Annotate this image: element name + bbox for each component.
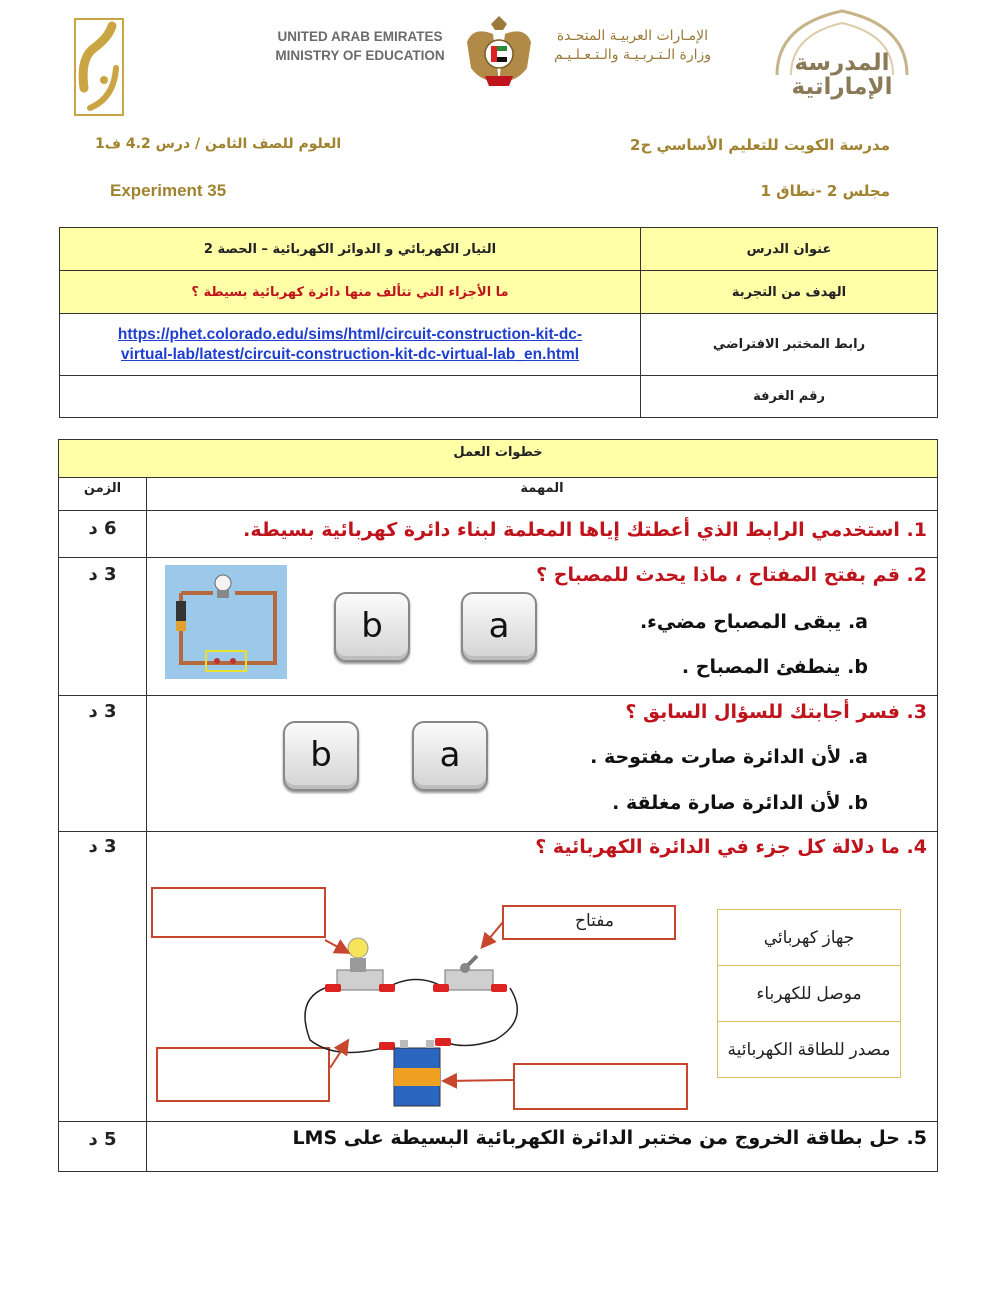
step-4 [535,836,927,858]
virtual-lab-label: رابط المختبر الافتراضي [641,314,938,376]
step-3-option-a-text: لأن الدائرة صارت مفتوحة . [590,746,842,768]
step-2-text: قم بفتح المفتاح ، ماذا يحدث للمصباح ؟ [536,564,900,586]
subject-label: العلوم للصف الثامن / درس 4.2 ف1 [95,136,342,152]
step-3-time: 3 د [88,701,117,722]
step-2-key-b[interactable]: b [334,592,410,662]
choice-energy-source[interactable]: مصدر للطاقة الكهربائية [718,1022,901,1078]
choice-electrical-device[interactable]: جهاز كهربائي [718,910,901,966]
council-label: مجلس 2 -نطاق 1 [760,182,890,200]
school-logo-word-1: المدرسة [794,50,890,76]
step-5-number: 5. [906,1127,927,1149]
room-number-value [60,376,641,418]
label-box-switch[interactable] [502,905,676,940]
step-3-option-b-text: لأن الدائرة صارة مغلقة . [612,792,841,814]
ministry-title-ar: وزارة الـتـربـيـة والـتـعـلـيـم [553,47,712,63]
school-logo-word-2: الإماراتية [791,74,893,100]
step-3-key-a[interactable]: a [412,721,488,791]
step-3-text: فسر أجابتك للسؤال السابق ؟ [625,701,900,723]
time-column-header: الزمن [83,481,122,496]
step-2-option-a-letter: a. [847,611,868,633]
simulation-circuit-image [165,565,287,679]
step-2-key-a[interactable]: a [461,592,537,662]
step-3 [625,701,927,723]
circuit-diagram [295,900,525,1112]
step-1-text: استخدمي الرابط الذي أعطتك إياها المعلمة لبناء دائرة كهربائية بسيطة. [243,519,900,541]
objective-label: الهدف من التجربة [641,271,938,314]
switch-label-text: مفتاح [575,911,614,930]
step-1 [243,519,927,541]
step-2-option-b-letter: b. [847,656,868,678]
room-number-label: رقم الغرفة [641,376,938,418]
step-2-option-b-text: ينطفئ المصباح . [681,656,841,678]
step-4-number: 4. [906,836,927,858]
step-1-time: 6 د [88,518,117,539]
school-brand-logo [74,18,124,116]
ministry-title-en: MINISTRY OF EDUCATION [275,48,445,63]
lesson-title-label: عنوان الدرس [641,228,938,271]
task-column-header: المهمة [520,481,564,496]
lesson-title-value: التيار الكهربائي و الدوائر الكهربائية – الحصة 2 [60,228,641,271]
step-4-text: ما دلالة كل جزء في الدائرة الكهربائية ؟ [535,836,900,858]
step-1-number: 1. [906,519,927,541]
steps-title: خطوات العمل [453,445,543,460]
step-3-number: 3. [906,701,927,723]
step-3-key-b[interactable]: b [283,721,359,791]
uae-emblem-icon [463,12,535,94]
step-2 [536,564,927,586]
step-2-option-a-text: يبقى المصباح مضيء. [639,611,842,633]
step-5-text: حل بطاقة الخروج من مختبر الدائرة الكهربائية البسيطة على LMS [292,1127,900,1149]
step-2-time: 3 د [88,564,117,585]
answer-choices-table [717,909,901,1078]
virtual-lab-link[interactable] [60,314,641,376]
step-2-option-a[interactable] [640,611,868,633]
experiment-label: Experiment 35 [110,181,227,200]
uae-title-en: UNITED ARAB EMIRATES [277,29,443,44]
label-box-battery[interactable] [513,1063,688,1110]
virtual-lab-link-line1[interactable]: https://phet.colorado.edu/sims/html/circuit-construction-kit-dc- [117,325,583,343]
school-name: مدرسة الكويت للتعليم الأساسي ح2 [630,136,890,154]
virtual-lab-link-line2[interactable]: virtual-lab/latest/circuit-construction-kit-dc-virtual-lab_en.html [120,345,580,363]
choice-conductor[interactable]: موصل للكهرباء [718,966,901,1022]
step-3-option-b-letter: b. [847,792,868,814]
uae-title-ar: الإمـارات العربيـة المتحـدة [556,28,709,44]
step-3-option-b[interactable] [612,792,868,814]
step-2-number: 2. [906,564,927,586]
lesson-info-table [59,227,938,418]
step-5-time: 5 د [88,1129,117,1150]
step-2-option-b[interactable] [682,656,868,678]
objective-value: ما الأجزاء التي تتألف منها دائرة كهربائية بسيطة ؟ [60,271,641,314]
step-3-option-a-letter: a. [847,746,868,768]
step-5 [292,1127,927,1149]
step-4-time: 3 د [88,836,117,857]
step-3-option-a[interactable] [590,746,868,768]
